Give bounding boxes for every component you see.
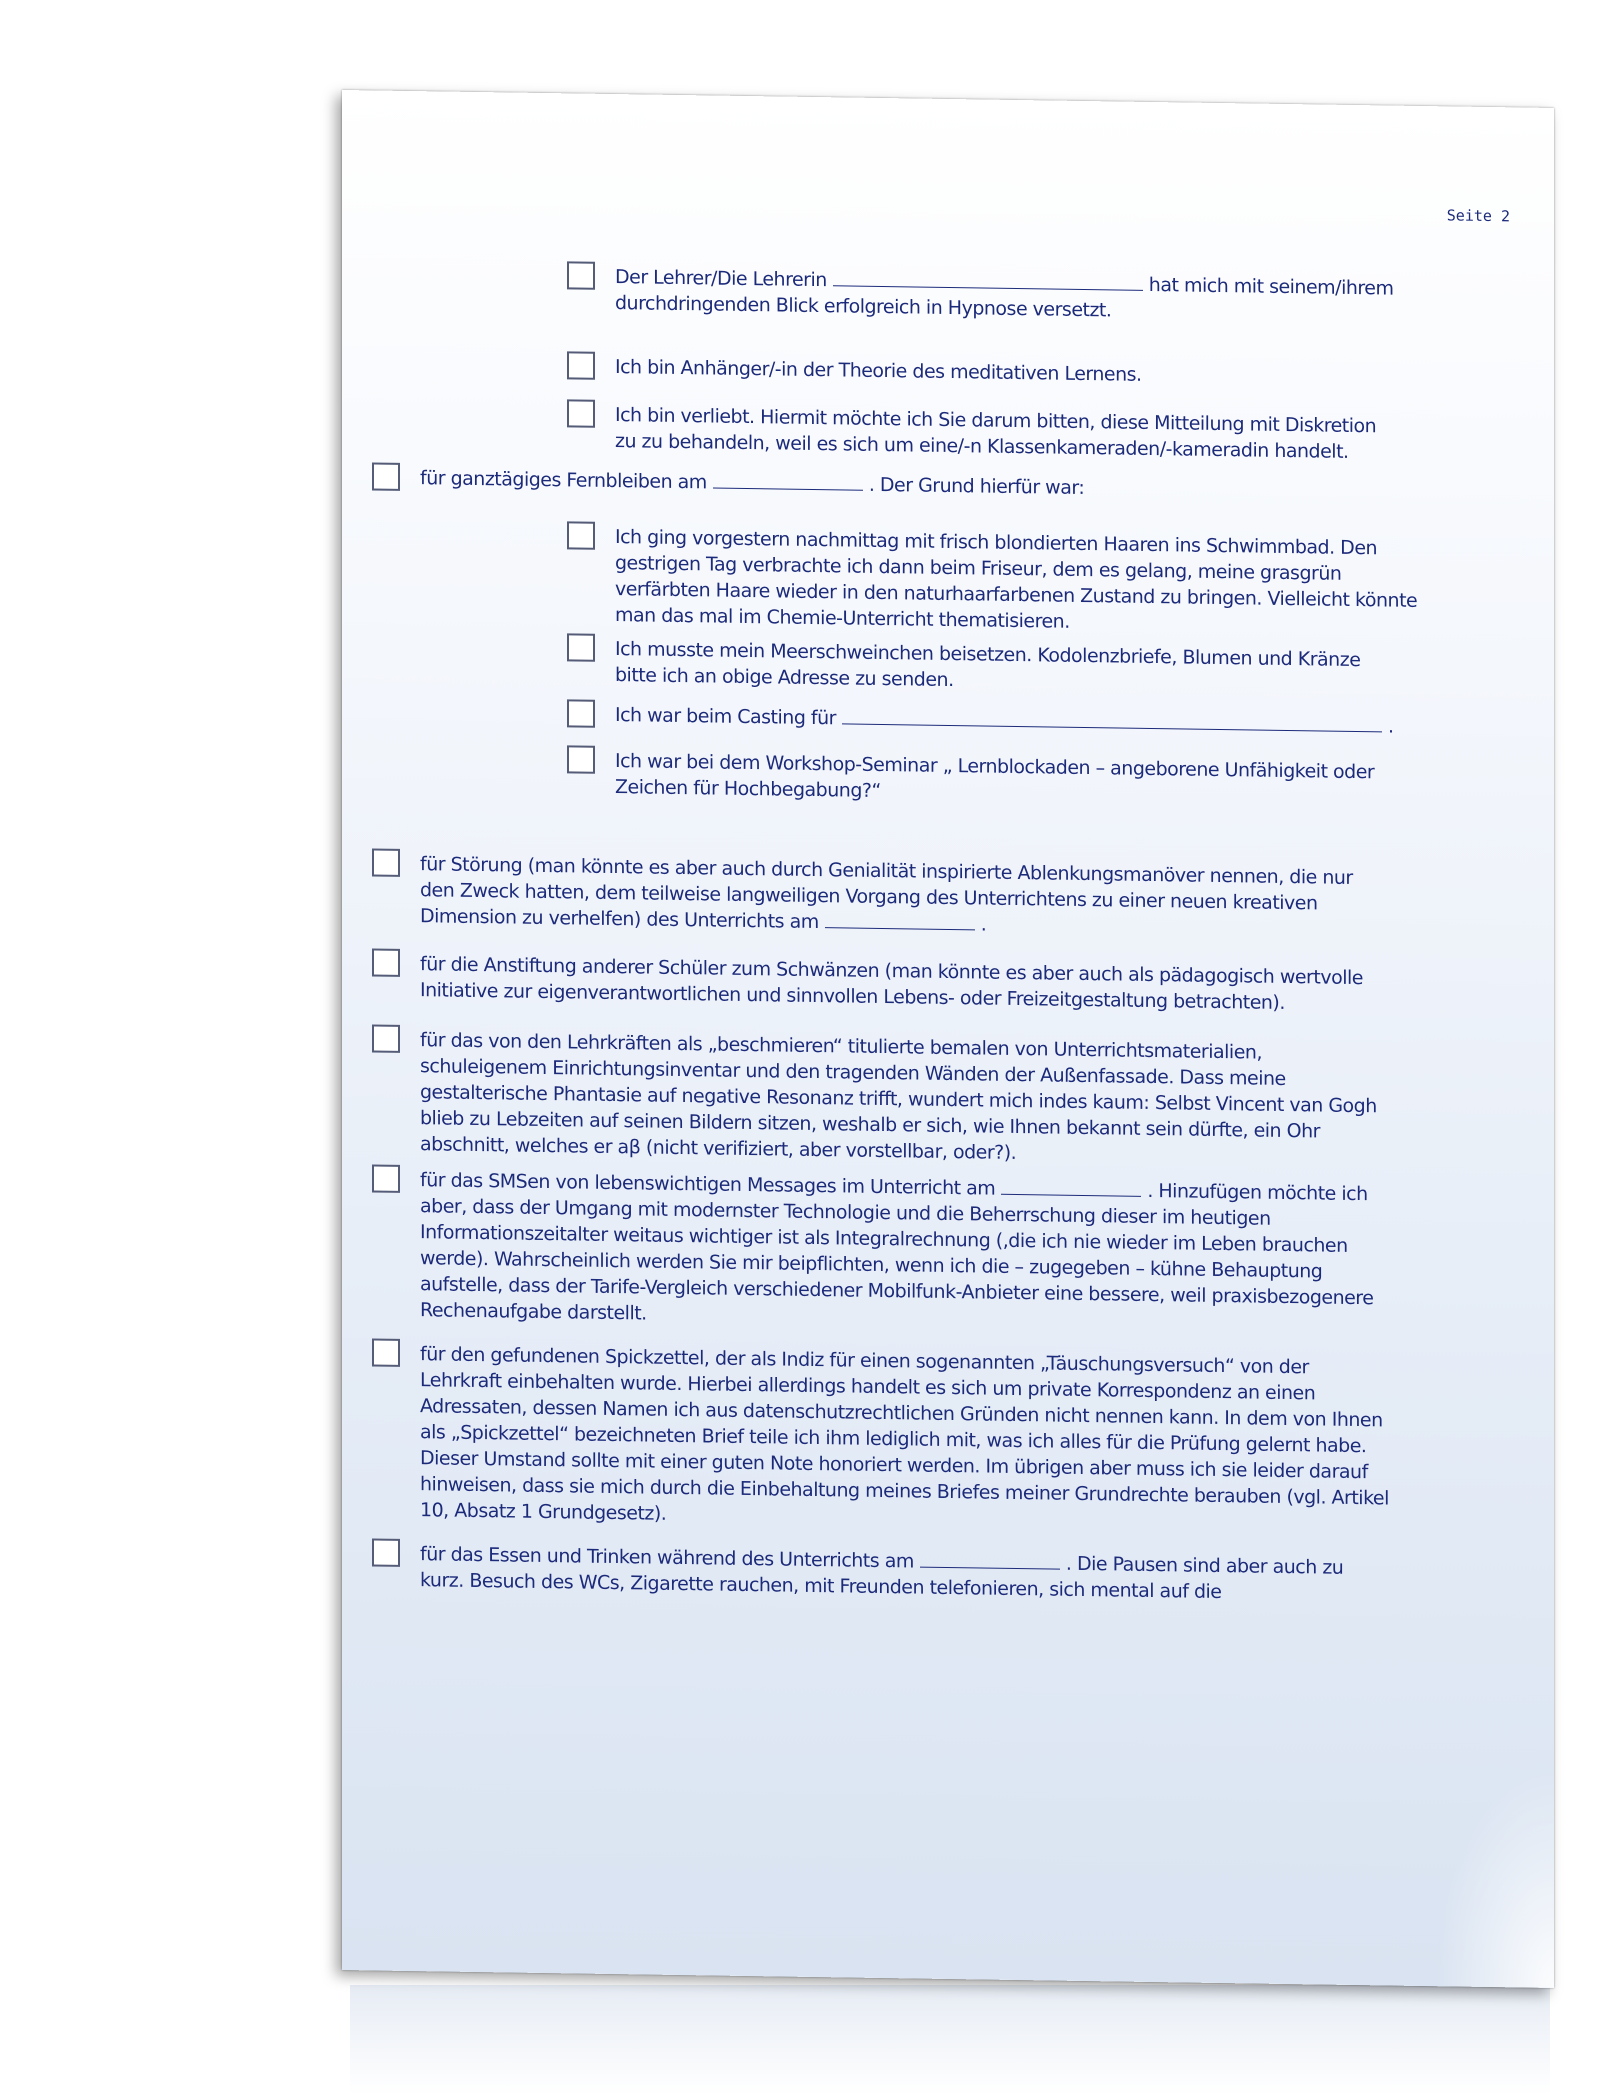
- checkbox[interactable]: [567, 399, 595, 427]
- option-text: für das von den Lehrkräften als „beschmieren“ titulierte bemalen von Unterrichtsmaterialien, schuleigenem Einrichtungsinventar und den tragenden Wänden der Außenfassade. Dass meine gestalterische Phantasie auf negative Resonanz trifft, wundert mich indes kaum: Selbst Vincent van Gogh blieb zu Lebzeiten auf seinen Bildern sitzen, weshalb er sich, wie Ihnen bekannt sein dürfte, ein Ohr abschnitt, welches er aβ (nicht verifiziert, aber vorstellbar, oder?).: [420, 1029, 1377, 1165]
- option-text: für ganztägiges Fernbleiben am . Der Grund hierfür war:: [420, 467, 1085, 500]
- option-text: für den gefundenen Spickzettel, der als Indiz für einen sogenannten „Täuschungsversuch“ von der Lehrkraft einbehalten wurde. Hierbei allerdings handelt es sich um private Korrespondenz an einen Adressaten, dessen Namen ich aus datenschutzrechtlichen Gründen nicht nennen kann. In dem von Ihnen als „Spickzettel“ bezeichneten Brief teile ich ihm lediglich mit, was ich alles für die Prüfung gelernt habe. Dieser Umstand sollte mit einer guten Note honoriert werden. Im übrigen aber muss ich sie leider darauf hinweisen, dass sie mich durch die Einbehaltung meines Briefes meiner Grundrechte berauben (vgl. Artikel 10, Absatz 1 Grundgesetz).: [420, 1343, 1389, 1525]
- option-text: Der Lehrer/Die Lehrerin hat mich mit seinem/ihrem durchdringenden Blick erfolgreich in Hypnose versetzt.: [615, 266, 1394, 322]
- fill-in-blank[interactable]: [825, 909, 975, 930]
- option-beschmieren: [372, 1024, 1392, 1165]
- option-text: Ich musste mein Meerschweinchen beisetzen. Kodolenzbriefe, Blumen und Kränze bitte ich an obige Adresse zu senden.: [615, 638, 1361, 692]
- option-lehrer-hypnose: [567, 261, 1467, 322]
- checkbox[interactable]: [372, 1164, 400, 1192]
- fill-in-blank[interactable]: [920, 1549, 1060, 1570]
- option-text: Ich bin Anhänger/-in der Theorie des meditativen Lernens.: [615, 356, 1142, 386]
- option-text: Ich bin verliebt. Hiermit möchte ich Sie darum bitten, diese Mitteilung mit Diskretion zu zu behandeln, weil es sich um eine/-n Klassenkameraden/-kameradin handelt.: [615, 404, 1377, 463]
- checkbox[interactable]: [372, 462, 400, 490]
- option-text: für das SMSen von lebenswichtigen Messages im Unterricht am . Hinzufügen möchte ich aber, dass der Umgang mit modernster Technologie und die Beherrschung dieser im heutigen Informationszeitalter weitaus wichtiger ist als Integralrechnung (,die ich nie wieder im Leben brauchen werde). Wahrscheinlich werden Sie mir beipflichten, wenn ich die – zugegeben – kühne Behauptung aufstelle, dass der Tarife-Vergleich verschiedener Mobilfunk-Anbieter eine bessere, weil praxisbezogenere Rechenaufgabe darstellt.: [420, 1169, 1374, 1325]
- option-verliebt: [567, 399, 1387, 463]
- option-schwimmbad: [567, 521, 1427, 633]
- option-anstiftung: [372, 948, 1392, 1014]
- checkbox[interactable]: [372, 848, 400, 876]
- option-text: für das Essen und Trinken während des Unterrichts am . Die Pausen sind aber auch zu kurz. Besuch des WCs, Zigarette rauchen, mit Freunden telefonieren, sich mental auf die: [420, 1543, 1344, 1604]
- checkbox[interactable]: [567, 633, 595, 661]
- option-text: für Störung (man könnte es aber auch durch Genialität inspirierte Ablenkungsmanöver nennen, die nur den Zweck hatten, dem teilweise langweiligen Vorgang des Unterrichtens zu einer neuen kreativen Dimension zu verhelfen) des Unterrichts am .: [420, 853, 1353, 936]
- option-spickzettel: [372, 1338, 1392, 1525]
- option-workshop: [567, 745, 1407, 802]
- checkbox[interactable]: [567, 745, 595, 773]
- option-text: Ich war beim Casting für .: [615, 704, 1394, 738]
- checkbox[interactable]: [567, 261, 595, 289]
- checkbox[interactable]: [567, 699, 595, 727]
- option-text: Ich war bei dem Workshop-Seminar „ Lernblockaden – angeborene Unfähigkeit oder Zeichen für Hochbegabung?“: [615, 750, 1375, 802]
- fill-in-blank[interactable]: [713, 470, 863, 491]
- checkbox[interactable]: [372, 1538, 400, 1566]
- checkbox[interactable]: [567, 521, 595, 549]
- fill-in-blank[interactable]: [1001, 1176, 1141, 1197]
- checkbox[interactable]: [567, 351, 595, 379]
- option-stoerung: [372, 848, 1392, 936]
- option-text: für die Anstiftung anderer Schüler zum Schwänzen (man könnte es aber auch als pädagogisch wertvolle Initiative zur eigenverantwortlichen und sinnvollen Lebens- oder Freizeitgestaltung betrachten).: [420, 953, 1363, 1014]
- fill-in-blank[interactable]: [842, 705, 1382, 732]
- page-number: Seite 2: [1446, 206, 1510, 226]
- page-shine: [1434, 1766, 1554, 1988]
- option-ganztaegiges-fernbleiben: [372, 462, 1372, 500]
- option-casting: [567, 699, 1447, 738]
- checkbox[interactable]: [372, 948, 400, 976]
- option-essen-trinken: [372, 1538, 1392, 1604]
- option-text: Ich ging vorgestern nachmittag mit frisch blondierten Haaren ins Schwimmbad. Den gestrigen Tag verbrachte ich dann beim Friseur, dem es gelang, meine grasgrün verfärbten Haare wieder in den naturhaarfarbenen Zustand zu bringen. Vielleicht könnte man das mal im Chemie-Unterricht thematisieren.: [615, 526, 1418, 633]
- checkbox[interactable]: [372, 1024, 400, 1052]
- fill-in-blank[interactable]: [833, 267, 1143, 291]
- page-reflection: [350, 1985, 1550, 2095]
- option-meditatives-lernen: [567, 351, 1467, 386]
- document-page: [342, 90, 1554, 1988]
- checkbox[interactable]: [372, 1338, 400, 1366]
